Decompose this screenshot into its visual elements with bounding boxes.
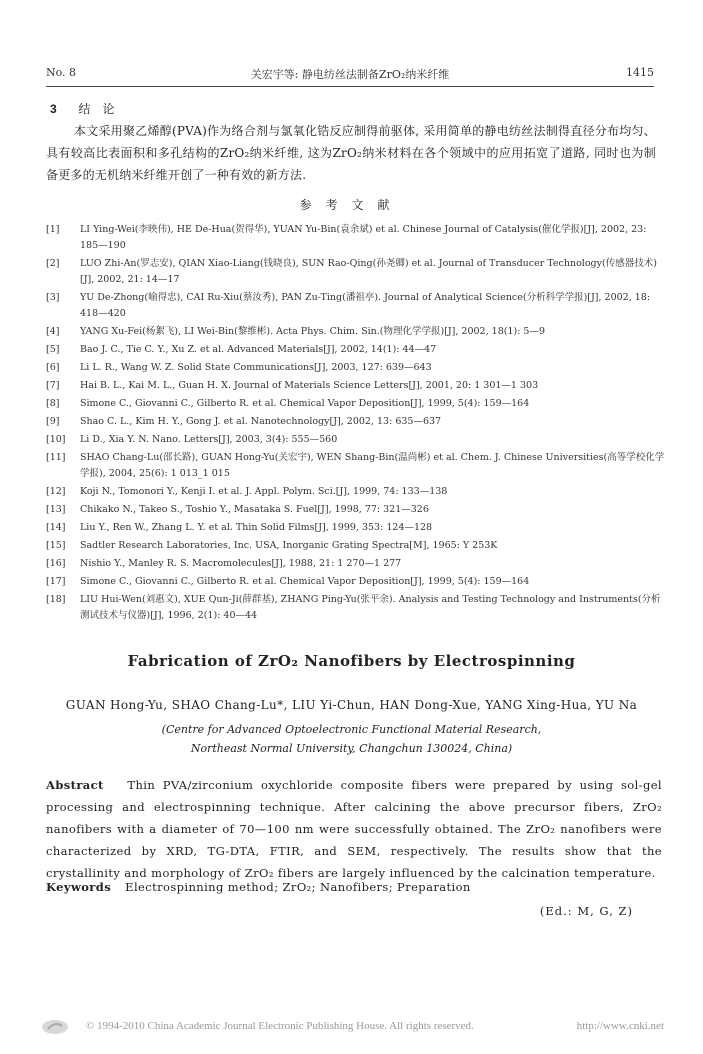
reference-text: YU De-Zhong(喻得忠), CAI Ru-Xiu(蔡汝秀), PAN Zu-Ting(潘祖亭). Journal of Analytical Science(分析科学学报)[J], 2002, 18: 418—420 [80, 292, 651, 319]
reference-text: YANG Xu-Fei(杨絮飞), LI Wei-Bin(黎维彬). Acta Phys. Chim. Sin.(物理化学学报)[J], 2002, 18(1): 5—9 [80, 326, 545, 337]
header-rule [46, 86, 654, 87]
footer-url[interactable]: http://www.cnki.net [576, 1020, 664, 1032]
reference-text: LI Ying-Wei(李映伟), HE De-Hua(贺得华), YUAN Yu-Bin(袁余斌) et al. Chinese Journal of Catalysis(催化学报)[J], 2002, 23: 185—190 [80, 224, 647, 251]
reference-text: Li D., Xia Y. N. Nano. Letters[J], 2003, 3(4): 555—560 [80, 434, 338, 445]
reference-item [46, 592, 666, 624]
affiliation-line-2: Northeast Normal University, Changchun 130024, China) [190, 742, 513, 755]
conclusion-paragraph: 本文采用聚乙烯醇(PVA)作为络合剂与氯氧化锆反应制得前驱体, 采用简单的静电纺丝法制得直径分布均匀、具有较高比表面积和多孔结构的ZrO₂纳米纤维, 这为ZrO₂纳米材料在各个领域中的应用拓宽了道路, 同时也为制备更多的无机纳米纤维开创了一种有效的新方法. [46, 124, 656, 182]
reference-item [46, 520, 666, 536]
reference-item [46, 342, 666, 358]
reference-text: LIU Hui-Wen(刘惠文), XUE Qun-Ji(薛群基), ZHANG Ping-Yu(张平余). Analysis and Testing Technology and Instruments(分析测试技术与仪器)[J], 1996, 2(1): 40—44 [80, 594, 661, 621]
section-title: 结 论 [78, 102, 115, 116]
reference-number: [14] [46, 522, 66, 533]
reference-number: [15] [46, 540, 66, 551]
reference-number: [2] [46, 258, 60, 269]
reference-text: Simone C., Giovanni C., Gilberto R. et al. Chemical Vapor Deposition[J], 1999, 5(4): 159—164 [80, 576, 530, 587]
issue-number: No. 8 [46, 66, 77, 79]
reference-number: [18] [46, 594, 66, 605]
reference-number: [9] [46, 416, 60, 427]
reference-item [46, 538, 666, 554]
reference-number: [7] [46, 380, 60, 391]
reference-item [46, 290, 666, 322]
reference-text: Liu Y., Ren W., Zhang L. Y. et al. Thin Solid Films[J], 1999, 353: 124—128 [80, 522, 433, 533]
reference-number: [16] [46, 558, 66, 569]
reference-number: [13] [46, 504, 66, 515]
copyright-text: © 1994-2010 China Academic Journal Electronic Publishing House. All rights reserved. [86, 1020, 474, 1032]
page-header [46, 66, 654, 84]
keywords [46, 880, 662, 894]
reference-item [46, 256, 666, 288]
reference-item [46, 502, 666, 518]
reference-text: Li L. R., Wang W. Z. Solid State Communications[J], 2003, 127: 639—643 [80, 362, 432, 373]
english-title: Fabrication of ZrO₂ Nanofibers by Electrospinning [127, 652, 576, 670]
reference-number: [3] [46, 292, 60, 303]
reference-number: [8] [46, 398, 60, 409]
reference-item [46, 396, 666, 412]
reference-text: Chikako N., Takeo S., Toshio Y., Masataka S. Fuel[J], 1998, 77: 321—326 [80, 504, 429, 515]
reference-number: [6] [46, 362, 60, 373]
reference-number: [10] [46, 434, 66, 445]
reference-text: SHAO Chang-Lu(邵长路), GUAN Hong-Yu(关宏宇), WEN Shang-Bin(温尚彬) et al. Chem. J. Chinese Universities(高等学校化学学报), 2004, 25(6): 1 013_1 015 [80, 452, 665, 479]
reference-item [46, 450, 666, 482]
cnki-logo-icon [40, 1018, 70, 1036]
section-number: 3 [50, 102, 57, 116]
reference-list [46, 222, 666, 626]
reference-item [46, 556, 666, 572]
reference-text: LUO Zhi-An(罗志安), QIAN Xiao-Liang(钱晓良), SUN Rao-Qing(孙尧卿) et al. Journal of Transducer Technology(传感器技术)[J], 2002, 21: 14—17 [80, 258, 657, 285]
reference-text: Simone C., Giovanni C., Gilberto R. et al. Chemical Vapor Deposition[J], 1999, 5(4): 159—164 [80, 398, 530, 409]
affiliation [0, 720, 703, 758]
reference-item [46, 378, 666, 394]
reference-text: Sadtler Research Laboratories, Inc. USA, Inorganic Grating Spectra[M], 1965: Y 253K [80, 540, 498, 551]
reference-text: Shao C. L., Kim H. Y., Gong J. et al. Nanotechnology[J], 2002, 13: 635—637 [80, 416, 442, 427]
reference-number: [5] [46, 344, 60, 355]
reference-item [46, 222, 666, 254]
abstract-label: Abstract [46, 778, 104, 792]
reference-item [46, 432, 666, 448]
page-footer [40, 1016, 664, 1040]
page-number: 1415 [626, 66, 654, 79]
abstract [46, 774, 662, 884]
reference-item [46, 414, 666, 430]
reference-text: Hai B. L., Kai M. L., Guan H. X. Journal of Materials Science Letters[J], 2001, 20: 1 301—1 303 [80, 380, 539, 391]
abstract-text: Thin PVA/zirconium oxychloride composite fibers were prepared by using sol-gel processing and electrospinning technique. After calcining the above precursor fibers, ZrO₂ nanofibers with a diameter of 70—100 nm were successfully obtained. The ZrO₂ nanofibers were characterized by XRD, TG-DTA, FTIR, and SEM, respectively. The results show that the crystallinity and morphology of ZrO₂ fibers are largely influenced by the calcination temperature. [46, 778, 662, 880]
author-list: GUAN Hong-Yu, SHAO Chang-Lu*, LIU Yi-Chun, HAN Dong-Xue, YANG Xing-Hua, YU Na [65, 698, 638, 712]
references-title: 参考文献 [299, 198, 404, 212]
section-heading [50, 100, 115, 117]
reference-number: [4] [46, 326, 60, 337]
reference-text: Koji N., Tomonori Y., Kenji I. et al. J. Appl. Polym. Sci.[J], 1999, 74: 133—138 [80, 486, 448, 497]
affiliation-line-1: (Centre for Advanced Optoelectronic Functional Material Research, [161, 723, 542, 736]
reference-item [46, 324, 666, 340]
editor-note: (Ed.: M, G, Z) [539, 904, 633, 918]
reference-number: [17] [46, 576, 66, 587]
keywords-label: Keywords [46, 880, 112, 894]
reference-item [46, 574, 666, 590]
reference-number: [12] [46, 486, 66, 497]
reference-text: Nishio Y., Manley R. S. Macromolecules[J], 1988, 21: 1 270—1 277 [80, 558, 402, 569]
reference-item [46, 360, 666, 376]
reference-text: Bao J. C., Tie C. Y., Xu Z. et al. Advanced Materials[J], 2002, 14(1): 44—47 [80, 344, 437, 355]
reference-number: [1] [46, 224, 60, 235]
keywords-text: Electrospinning method; ZrO₂; Nanofibers; Preparation [125, 880, 471, 894]
running-title: 关宏宇等: 静电纺丝法制备ZrO₂纳米纤维 [250, 68, 450, 81]
reference-number: [11] [46, 452, 66, 463]
reference-item [46, 484, 666, 500]
